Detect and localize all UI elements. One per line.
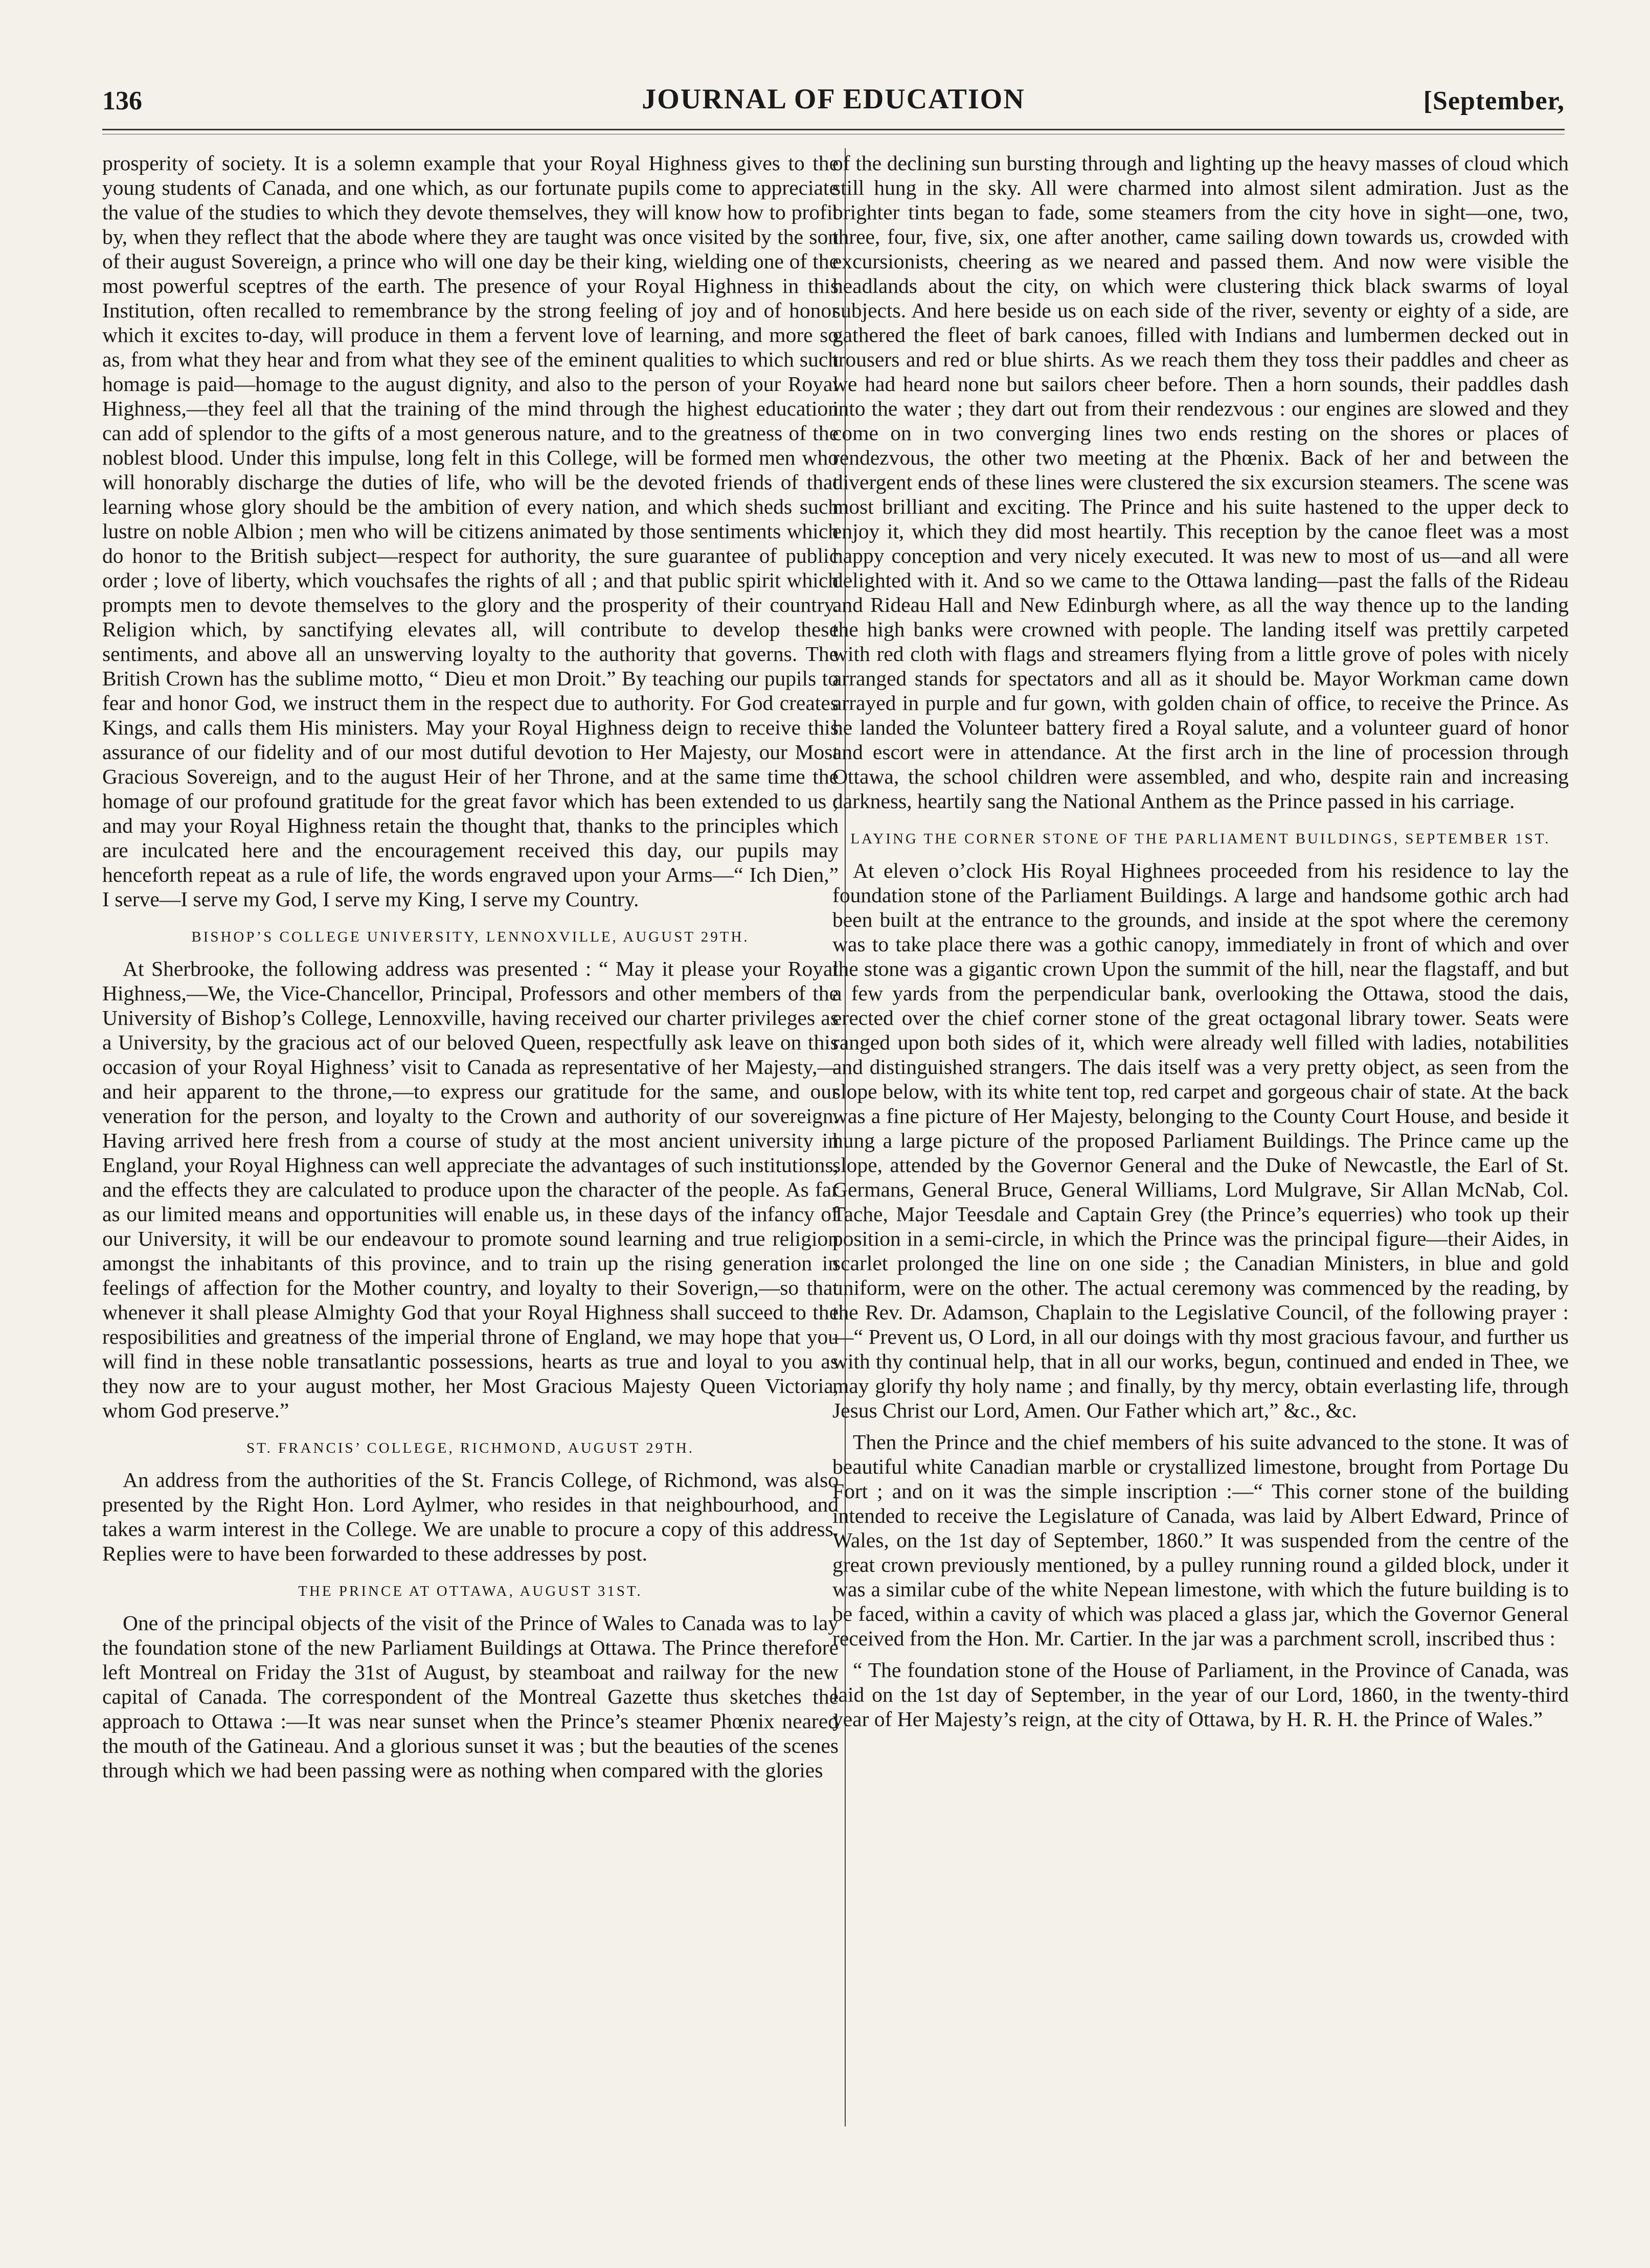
paragraph: An address from the authorities of the St. Francis College, of Richmond, was also presented by the Right Hon. Lord Aylmer, who resides in that neighbourhood, and takes a warm interest in the College. We are unable to procure a copy of this address. Replies were to have been forwarded to these addresses by post.: [102, 1468, 839, 1565]
paragraph: Then the Prince and the chief members of his suite advanced to the stone. It was of beautiful white Canadian marble or crystallized limestone, brought from Portage Du Fort ; and on it was the simple inscription :—“ This corner stone of the building intended to receive the Legislature of Canada, was laid by Albert Edward, Prince of Wales, on the 1st day of September, 1860.” It was suspended from the centre of the great crown previously mentioned, by a pulley running round a gilded block, under it was a similar cube of the white Nepean limestone, with which the future building is to be faced, within a cavity of which was placed a glass jar, which the Governor General received from the Hon. Mr. Cartier. In the jar was a parchment scroll, inscribed thus :: [832, 1430, 1569, 1650]
paragraph: prosperity of society. It is a solemn example that your Royal Highness gives to the young students of Canada, and one which, as our fortunate pupils come to appreciate the value of the studies to which they devote themselves, they will know how to profit by, when they reflect that the abode where they are taught was once visited by the son of their august Sovereign, a prince who will one day be their king, wielding one of the most powerful sceptres of the earth. The presence of your Royal Highness in this Institution, often recalled to remembrance by the strong feeling of joy and of honor which it excites to-day, will produce in them a fervent love of learning, and more so as, from what they hear and from what they see of the eminent qualities to which such homage is paid—homage to the august dignity, and also to the person of your Royal Highness,—they feel all that the training of the mind through the highest education can add of splendor to the gifts of a most generous nature, and to the greatness of the noblest blood. Under this impulse, long felt in this College, will be formed men who will honorably discharge the duties of life, who will be the devoted friends of that learning whose glory should be the ambition of every nation, and which sheds such lustre on noble Albion ; men who will be citizens animated by those sentiments which do honor to the British subject—respect for authority, the sure guarantee of public order ; love of liberty, which vouchsafes the rights of all ; and that public spirit which prompts men to devote themselves to the glory and the prosperity of their country. Religion which, by sanctifying elevates all, will contribute to develop these sentiments, and above all an unswerving loyalty to the authority that governs. The British Crown has the sublime motto, “ Dieu et mon Droit.” By teaching our pupils to fear and honor God, we instruct them in the respect due to authority. For God creates Kings, and calls them His ministers. May your Royal Highness deign to receive this assurance of our fidelity and of our most dutiful devotion to Her Majesty, our Most Gracious Sovereign, and to the august Heir of her Throne, and at the same time the homage of our profound gratitude for the great favor which has been extended to us ; and may your Royal Highness retain the thought that, thanks to the principles which are inculcated here and the encouragement received this day, our pupils may henceforth repeat as a rule of life, the words engraved upon your Arms—“ Ich Dien,” I serve—I serve my God, I serve my King, I serve my Country.: [102, 151, 839, 911]
left-column: [102, 151, 839, 2206]
paragraph: At Sherbrooke, the following address was presented : “ May it please your Royal Highness,—We, the Vice-Chancellor, Principal, Professors and other members of the University of Bishop’s College, Lennoxville, having received our charter privileges as a University, by the gracious act of our beloved Queen, respectfully ask leave on this occasion of your Royal Highness’ visit to Canada as representative of her Majesty,—and heir apparent to the throne,—to express our gratitude for the same, and our veneration for the person, and loyalty to the Crown and authority of our sovereign. Having arrived here fresh from a course of study at the most ancient university in England, your Royal Highness can well appreciate the advantages of such institutions, and the effects they are calculated to produce upon the character of the people. As far as our limited means and opportunities will enable us, in these days of the infancy of our University, it will be our endeavour to promote sound learning and true religion amongst the inhabitants of this province, and to train up the rising generation in feelings of affection for the Mother country, and loyalty to their Soverign,—so that whenever it shall please Almighty God that your Royal Highness shall succeed to the resposibilities and greatness of the imperial throne of England, we may hope that you will find in these noble transatlantic possessions, hearts as true and loyal to you as they now are to your august mother, her Most Gracious Majesty Queen Victoria, whom God preserve.”: [102, 957, 839, 1422]
journal-title: JOURNAL OF EDUCATION: [642, 83, 1025, 115]
section-heading: ST. FRANCIS’ COLLEGE, RICHMOND, AUGUST 29TH.: [246, 1440, 695, 1456]
header-month: [September,: [1423, 86, 1565, 116]
section-heading: THE PRINCE AT OTTAWA, AUGUST 31ST.: [298, 1583, 643, 1599]
page-number: 136: [102, 86, 142, 116]
section-heading: LAYING THE CORNER STONE OF THE PARLIAMENT BUILDINGS, SEPTEMBER 1ST.: [850, 831, 1551, 847]
paragraph: One of the principal objects of the visit of the Prince of Wales to Canada was to lay the foundation stone of the new Parliament Buildings at Ottawa. The Prince therefore left Montreal on Friday the 31st of August, by steamboat and railway for the new capital of Canada. The correspondent of the Montreal Gazette thus sketches the approach to Ottawa :—It was near sunset when the Prince’s steamer Phœnix neared the mouth of the Gatineau. And a glorious sunset it was ; but the beauties of the scenes through which we had been passing were as nothing when compared with the glories: [102, 1611, 839, 1782]
paragraph: of the declining sun bursting through and lighting up the heavy masses of cloud which still hung in the sky. All were charmed into almost silent admiration. Just as the brighter tints began to fade, some steamers from the city hove in sight—one, two, three, four, five, six, one after another, came sailing down towards us, crowded with excursionists, cheering as we neared and passed them. And now were visible the headlands about the city, on which were clustering thick black swarms of loyal subjects. And here beside us on each side of the river, seventy or eighty of a side, are gathered the fleet of bark canoes, filled with Indians and lumbermen decked out in trousers and red or blue shirts. As we reach them they toss their paddles and cheer as we had heard none but sailors cheer before. Then a horn sounds, their paddles dash into the water ; they dart out from their rendezvous : our engines are slowed and they come on in two converging lines two ends resting on the shores or places of rendezvous, the other two meeting at the Phœnix. Back of her and between the divergent ends of these lines were clustered the six excursion steamers. The scene was most brilliant and exciting. The Prince and his suite hastened to the upper deck to enjoy it, which they did most heartily. This reception by the canoe fleet was a most happy conception and very nicely executed. It was new to most of us—and all were delighted with it. And so we came to the Ottawa landing—past the falls of the Rideau and Rideau Hall and New Edinburgh where, as all the way thence up to the landing the high banks were crowned with people. The landing itself was prettily carpeted with red cloth with flags and streamers flying from a little grove of poles with nicely arranged stands for spectators and all as it should be. Mayor Workman came down arrayed in purple and fur gown, with golden chain of office, to receive the Prince. As he landed the Volunteer battery fired a Royal salute, and a volunteer guard of honor and escort were in attendance. At the first arch in the line of procession through Ottawa, the school children were assembled, and who, despite rain and increasing darkness, heartily sang the National Anthem as the Prince passed in his carriage.: [832, 151, 1569, 813]
inscription-quote: “ The foundation stone of the House of Parliament, in the Province of Canada, was laid on the 1st day of September, in the year of our Lord, 1860, in the twenty-third year of Her Majesty’s reign, at the city of Ottawa, by H. R. H. the Prince of Wales.”: [832, 1658, 1569, 1731]
right-column: [832, 151, 1569, 2206]
running-header: [102, 77, 1565, 128]
paragraph: At eleven o’clock His Royal Highnees proceeded from his residence to lay the foundation stone of the Parliament Buildings. A large and handsome gothic arch had been built at the entrance to the grounds, and inside at the spot where the ceremony was to take place there was a gothic canopy, immediately in front of which and over the stone was a gigantic crown Upon the summit of the hill, near the flagstaff, and but a few yards from the perpendicular bank, overlooking the Ottawa, stood the dais, erected over the chief corner stone of the great octagonal library tower. Seats were ranged upon both sides of it, which were already well filled with ladies, notabilities and distinguished strangers. The dais itself was a very pretty object, as seen from the slope below, with its white tent top, red carpet and gorgeous chair of state. At the back was a fine picture of Her Majesty, belonging to the County Court House, and beside it hung a large picture of the proposed Parliament Buildings. The Prince came up the slope, attended by the Governor General and the Duke of Newcastle, the Earl of St. Germans, General Bruce, General Williams, Lord Mulgrave, Sir Allan McNab, Col. Tache, Major Teesdale and Captain Grey (the Prince’s equerries) who took up their position in a semi-circle, in which the Prince was the principal figure—their Aides, in scarlet prolonged the line on one side ; the Canadian Ministers, in blue and gold uniform, were on the other. The actual ceremony was commenced by the reading, by the Rev. Dr. Adamson, Chaplain to the Legislative Council, of the following prayer :—“ Prevent us, O Lord, in all our doings with thy most gracious favour, and further us with thy continual help, that in all our works, begun, continued and ended in Thee, we may glorify thy holy name ; and finally, by thy mercy, obtain everlasting life, through Jesus Christ our Lord, Amen. Our Father which art,” &c., &c.: [832, 859, 1569, 1422]
section-heading: BISHOP’S COLLEGE UNIVERSITY, LENNOXVILLE, AUGUST 29TH.: [191, 929, 750, 945]
header-rule: [102, 129, 1565, 130]
